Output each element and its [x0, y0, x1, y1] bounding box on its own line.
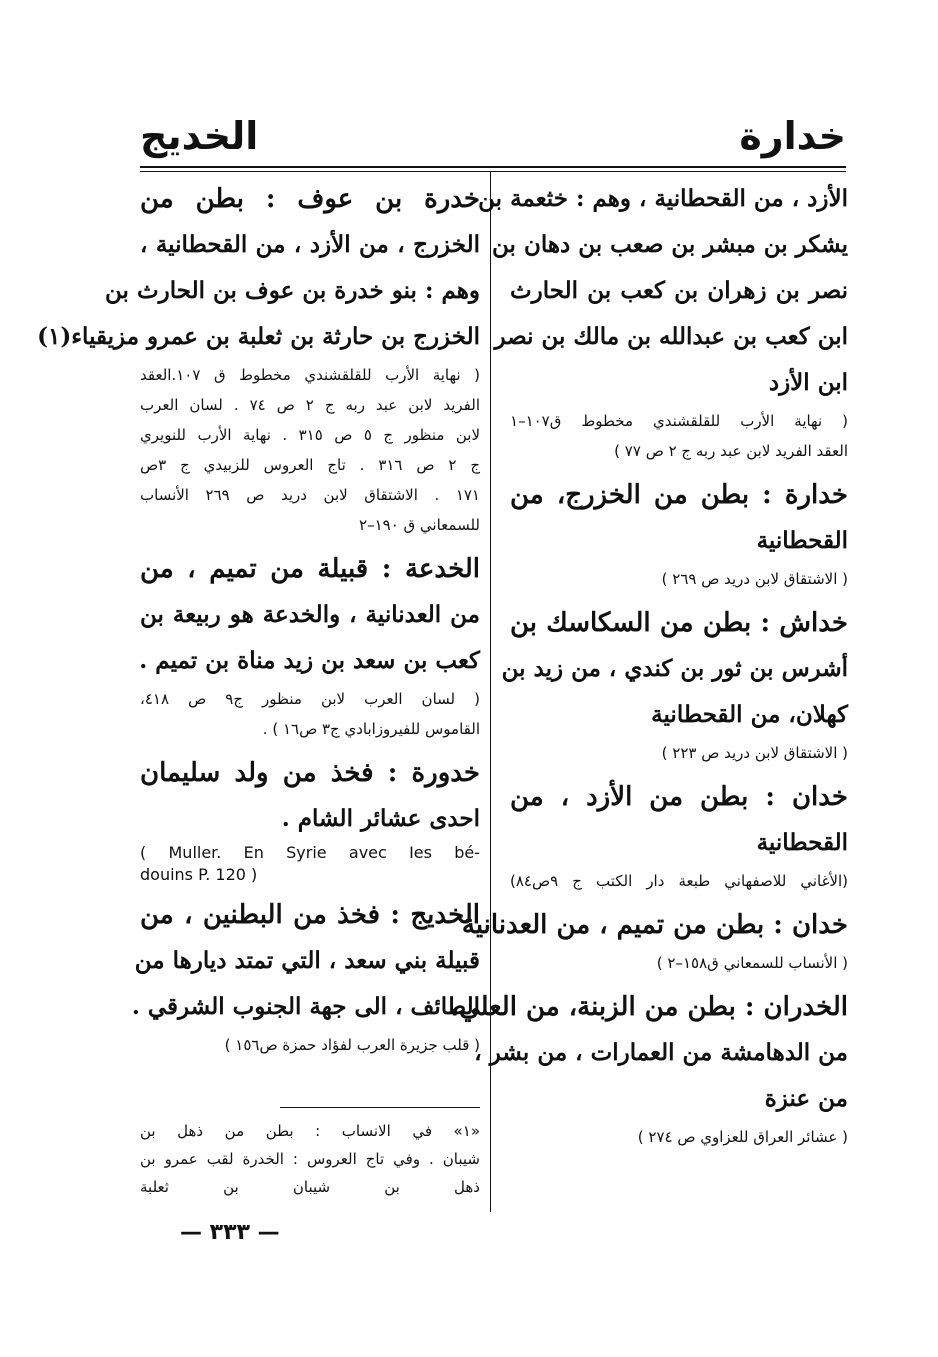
reference-line: ( الأنساب للسمعاني ق١٥٨–٢ ) [656, 954, 848, 972]
entry [140, 750, 480, 886]
text-line: القحطانية [756, 527, 848, 554]
footnote-line: شيبان . وفي تاج العروس : الخدرة لقب عمرو بن [140, 1150, 480, 1168]
entry-title-line: الخديج : فخذ من البطنين ، من [140, 900, 480, 930]
footnotes [140, 1117, 480, 1201]
entry [140, 546, 480, 744]
text-line: وهم : بنو خدرة بن عوف بن الحارث بن [105, 277, 480, 304]
reference-line: douins P. 120 ) [140, 865, 258, 884]
header-rule [140, 166, 846, 168]
reference-line: ( الاشتقاق لابن دريد ص ٢٦٩ ) [661, 570, 848, 588]
footnote-rule [280, 1107, 480, 1108]
text-line: كهلان، من القحطانية [651, 701, 848, 728]
running-header-right: خدارة [739, 114, 846, 158]
entry [478, 176, 848, 466]
entry-title-line: خدارة : بطن من الخزرج، من [510, 480, 848, 510]
footnote-line: «١» في الانساب : بطن من ذهل بن [140, 1122, 480, 1140]
entry-title-line: الخدران : بطن من الزبنة، من العلي، [450, 992, 848, 1022]
entry-title-line: خدان : بطن من الأزد ، من [510, 782, 848, 812]
reference-line: (الأغاني للاصفهاني طبعة دار الكتب ج ٩ص٨٤) [510, 872, 848, 890]
entry-title-line: خدورة : فخذ من ولد سليمان [140, 758, 480, 788]
reference-line: لابن منظور ج ٥ ص ٣١٥ . نهاية الأرب للنويري [140, 426, 481, 444]
reference-line: ( عشائر العراق للعزاوي ص ٢٧٤ ) [637, 1128, 848, 1146]
text-line: قبيلة بني سعد ، التي تمتد ديارها من [134, 947, 480, 974]
text-line: من العدنانية ، والخدعة هو ربيعة بن [140, 601, 480, 628]
text-line: القحطانية [756, 829, 848, 856]
text-line: الخزرج ، من الأزد ، من القحطانية ، [140, 231, 480, 258]
text-line: كعب بن سعد بن زيد مناة بن تميم . [139, 647, 480, 674]
text-line: نصر بن زهران بن كعب بن الحارث [510, 277, 848, 304]
entry [131, 892, 480, 1060]
text-line: الأزد ، من القحطانية ، وهم : خثعمة بن [478, 185, 848, 212]
text-line: من عنزة [764, 1085, 848, 1112]
reference-line: ( Muller. En Syrie avec Ies bé- [140, 843, 480, 862]
header-rule-thin [140, 171, 846, 172]
entry-title-line: خدان : بطن من تميم ، من العدنانية [461, 910, 848, 940]
running-header-left: الخديج [140, 114, 259, 158]
reference-line: للسمعاني ق ١٩٠–٢ [359, 516, 480, 534]
reference-line: ( لسان العرب لابن منظور ج٩ ص ٤١٨، [140, 690, 480, 708]
entry [510, 472, 848, 594]
text-line: ابن كعب بن عبدالله بن مالك بن نصر [494, 323, 848, 350]
entry [461, 902, 848, 978]
reference-line: ( الاشتقاق لابن دريد ص ٢٢٣ ) [661, 744, 848, 762]
text-line: ابن الأزد [768, 369, 848, 396]
reference-line: ج ٢ ص ٣١٦ . تاج العروس للزبيدي ج ٣ص [140, 456, 481, 474]
reference-line: ١٧١ . الاشتقاق لابن دريد ص ٢٦٩ الأنساب [140, 486, 480, 504]
entry [510, 774, 848, 896]
text-line: من الدهامشة من العمارات ، من بشر ، [474, 1039, 848, 1066]
text-line: يشكر بن مبشر بن صعب بن دهان بن [492, 231, 848, 258]
text-line: احدى عشائر الشام . [281, 805, 480, 832]
entry [501, 600, 848, 768]
entry-title-line: خداش : بطن من السكاسك بن [510, 608, 848, 638]
entry-title-line: الخدعة : قبيلة من تميم ، من [140, 554, 480, 584]
entry-title-line: خدرة بن عوف : بطن من [140, 184, 480, 214]
reference-line: ( قلب جزيرة العرب لفؤاد حمزة ص١٥٦ ) [224, 1036, 480, 1054]
reference-line: القاموس للفيروزابادي ج٣ ص١٦ ) . [262, 720, 480, 738]
text-line: الخزرج بن حارثة بن ثعلبة بن عمرو مزيقياء(١) [37, 323, 480, 350]
reference-line: ( نهاية الأرب للقلقشندي مخطوط ق١٠٧–١ [510, 412, 848, 430]
entry [37, 176, 481, 540]
page-number: — ٣٣٣ — [180, 1220, 280, 1245]
reference-line: ( نهاية الأرب للقلقشندي مخطوط ق ١٠٧.العقد [140, 366, 480, 384]
text-line: أشرس بن ثور بن كندي ، من زيد بن [501, 655, 848, 682]
entry [450, 984, 848, 1152]
footnote-line: ذهل بن شيبان بن ثعلبة [140, 1178, 480, 1196]
right-column [450, 176, 848, 1152]
reference-line: الفريد لابن عبد ربه ج ٢ ص ٧٤ . لسان العرب [140, 396, 480, 414]
reference-line: العقد الفريد لابن عبد ربه ج ٢ ص ٧٧ ) [614, 442, 848, 460]
text-line: الطائف ، الى جهة الجنوب الشرقي . [131, 993, 480, 1020]
left-column [37, 176, 481, 1060]
